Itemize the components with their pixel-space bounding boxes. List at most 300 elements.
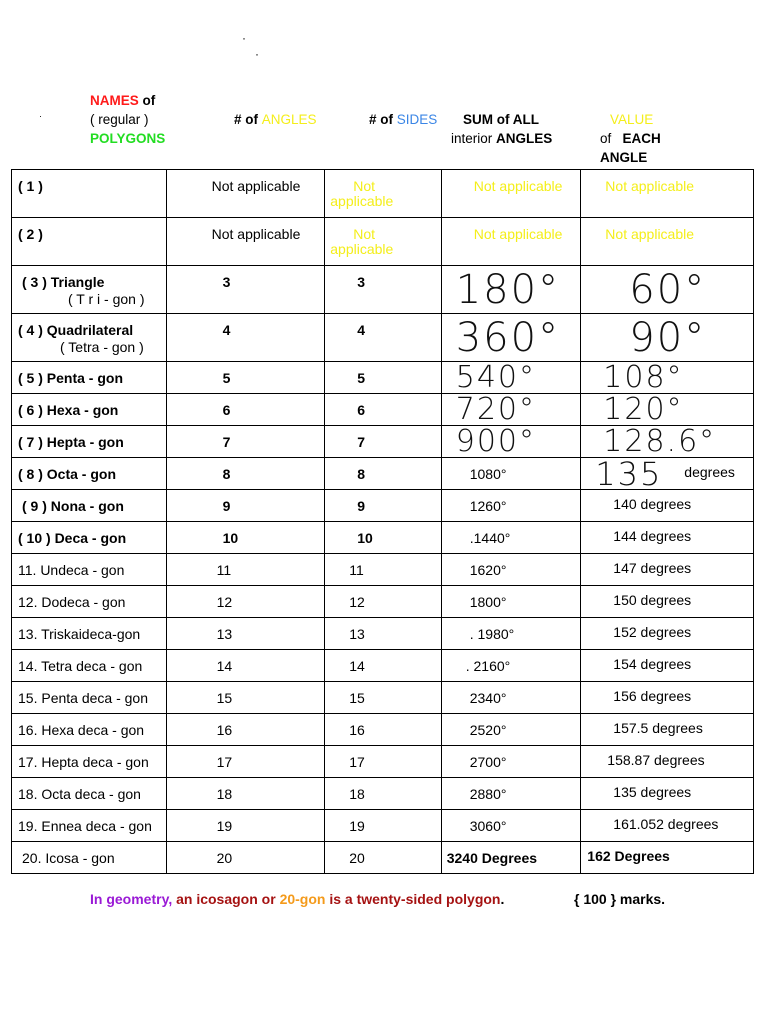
polygon-name: 13. Triskaideca-gon: [18, 626, 141, 642]
cell-polygon-name: [12, 746, 167, 778]
cell-angles: [166, 218, 325, 266]
cell-sum-angles: [441, 554, 581, 586]
cell-sum-angles: [441, 490, 581, 522]
table-row: [12, 266, 754, 314]
angles-value: 19: [216, 818, 233, 834]
polygon-name: ( 3 ) Triangle: [22, 274, 105, 290]
table-row: [12, 170, 754, 218]
angles-value: 10: [222, 530, 239, 546]
cell-angles: [166, 362, 325, 394]
cell-inner: [581, 746, 753, 777]
polygon-name: ( 8 ) Octa - gon: [18, 466, 116, 482]
cell-each-angle: [581, 490, 754, 522]
cell-inner: [442, 394, 581, 425]
angles-prefix: # of: [234, 112, 262, 127]
angles-value: 3: [222, 274, 231, 290]
cell-inner: [12, 522, 166, 553]
polygon-name: 17. Hepta deca - gon: [18, 754, 149, 770]
cell-angles: [166, 522, 325, 554]
polygon-subname: ( T r i - gon ): [68, 291, 145, 307]
cell-polygon-name: [12, 586, 167, 618]
cell-each-angle: [581, 426, 754, 458]
cell-each-angle: [581, 842, 754, 874]
cell-sum-angles: [441, 778, 581, 810]
sides-value: 20: [349, 850, 365, 866]
cell-inner: [325, 746, 440, 777]
cell-inner: [442, 314, 581, 361]
cell-sides: [325, 394, 441, 426]
cell-polygon-name: [12, 842, 167, 874]
angles-value: 11: [216, 562, 232, 578]
polygon-table-body: [12, 170, 754, 874]
cell-sum-angles: [441, 522, 581, 554]
table-row: [12, 586, 754, 618]
cell-inner: [325, 714, 440, 745]
each-angle-value: 156 degrees: [613, 688, 692, 704]
cell-inner: [325, 650, 440, 681]
sum-value: 3060°: [469, 818, 507, 834]
polygon-name: ( 9 ) Nona - gon: [22, 498, 124, 514]
cell-angles: [166, 170, 325, 218]
cell-inner: [442, 170, 581, 217]
cell-each-angle: [581, 714, 754, 746]
cell-sum-angles: [441, 618, 581, 650]
cell-inner: [581, 618, 753, 649]
cell-inner: [581, 458, 753, 489]
cell-sum-angles: [441, 314, 581, 362]
cell-inner: [581, 714, 753, 745]
sum-value-handwritten: 900°: [455, 425, 536, 458]
footer-part4: is a twenty-sided polygon: [325, 891, 501, 907]
sides-word: SIDES: [396, 112, 438, 127]
footer-part3: 20-gon: [279, 891, 326, 907]
cell-inner: [12, 458, 166, 489]
header-polygons: POLYGONS: [90, 131, 166, 146]
each-angle-value: 135 degrees: [613, 784, 692, 800]
cell-inner: [442, 362, 581, 393]
cell-inner: [325, 218, 440, 265]
cell-polygon-name: [12, 522, 167, 554]
cell-inner: [442, 618, 581, 649]
each-angle-handwritten: 128.6°: [603, 425, 717, 458]
cell-polygon-name: [12, 266, 167, 314]
cell-sides: [325, 266, 441, 314]
angles-value: 16: [216, 722, 233, 738]
table-row: [12, 650, 754, 682]
cell-inner: [12, 426, 166, 457]
cell-inner: [581, 394, 753, 425]
table-row: [12, 618, 754, 650]
cell-each-angle: [581, 394, 754, 426]
polygon-name: 15. Penta deca - gon: [18, 690, 148, 706]
header-value-line2: [600, 129, 661, 148]
cell-inner: [12, 714, 166, 745]
cell-inner: [442, 778, 581, 809]
polygon-name: ( 5 ) Penta - gon: [18, 370, 123, 386]
cell-inner: [325, 522, 440, 553]
cell-polygon-name: [12, 458, 167, 490]
cell-sum-angles: [441, 810, 581, 842]
cell-sides: [325, 714, 441, 746]
cell-inner: [325, 394, 440, 425]
sum-value: Not applicable: [473, 226, 563, 242]
cell-sides: [325, 218, 441, 266]
each-angle-value: 154 degrees: [613, 656, 692, 672]
table-row: [12, 554, 754, 586]
cell-polygon-name: [12, 426, 167, 458]
each-angle-handwritten: 135: [595, 457, 663, 490]
table-row: [12, 314, 754, 362]
polygon-name: 11. Undeca - gon: [18, 562, 125, 578]
angles-value: 7: [222, 434, 231, 450]
cell-inner: [581, 490, 753, 521]
cell-polygon-name: [12, 362, 167, 394]
cell-inner: [581, 650, 753, 681]
cell-sides: [325, 170, 441, 218]
cell-angles: [166, 746, 325, 778]
each-angle-value: 157.5 degrees: [613, 720, 703, 736]
sides-value: 5: [357, 370, 366, 386]
footer-note: [90, 891, 504, 907]
cell-each-angle: [581, 170, 754, 218]
cell-polygon-name: [12, 714, 167, 746]
each-angle-value: 162 Degrees: [587, 848, 670, 864]
sides-value: 16: [349, 722, 365, 738]
cell-inner: [581, 314, 753, 361]
cell-inner: [325, 810, 440, 841]
cell-inner: [581, 522, 753, 553]
cell-inner: [12, 586, 166, 617]
cell-angles: [166, 458, 325, 490]
sum-value: Not applicable: [473, 178, 563, 194]
cell-inner: [442, 714, 581, 745]
cell-inner: [442, 266, 581, 313]
polygon-subname: ( Tetra - gon ): [60, 339, 144, 355]
cell-angles: [166, 714, 325, 746]
cell-polygon-name: [12, 170, 167, 218]
cell-angles: [166, 394, 325, 426]
each-angle-value: 158.87 degrees: [607, 752, 705, 768]
cell-inner: [442, 490, 581, 521]
each-angle-value: 152 degrees: [613, 624, 692, 640]
cell-sides: [325, 314, 441, 362]
cell-angles: [166, 778, 325, 810]
cell-inner: [12, 314, 166, 361]
cell-inner: [442, 522, 581, 553]
polygon-name: ( 4 ) Quadrilateral: [18, 322, 134, 338]
sum-value-handwritten: 180°: [455, 267, 561, 313]
cell-inner: [325, 586, 440, 617]
sides-value: 8: [357, 466, 366, 482]
cell-inner: [167, 218, 325, 265]
cell-each-angle: [581, 522, 754, 554]
cell-sides: [325, 554, 441, 586]
header-sides: [369, 110, 437, 129]
angles-value: Not applicable: [211, 178, 301, 194]
cell-inner: [12, 554, 166, 585]
cell-inner: [167, 746, 325, 777]
footer-part1: In geometry,: [90, 891, 173, 907]
cell-inner: [442, 554, 581, 585]
cell-inner: [12, 842, 166, 873]
cell-each-angle: [581, 362, 754, 394]
table-row: [12, 682, 754, 714]
sides-value: 14: [349, 658, 365, 674]
cell-inner: [167, 490, 325, 521]
cell-inner: [12, 362, 166, 393]
value-each: EACH: [622, 131, 661, 146]
polygon-name: 19. Ennea deca - gon: [18, 818, 152, 834]
cell-angles: [166, 490, 325, 522]
sum-value: 2700°: [469, 754, 507, 770]
angles-value: 15: [216, 690, 233, 706]
cell-each-angle: [581, 682, 754, 714]
sum-value: 2880°: [469, 786, 507, 802]
cell-inner: [325, 314, 440, 361]
each-angle-handwritten: 60°: [629, 267, 707, 313]
cell-inner: [442, 458, 581, 489]
cell-each-angle: [581, 266, 754, 314]
sum-angles: ANGLES: [496, 131, 553, 146]
cell-sum-angles: [441, 586, 581, 618]
names-word: NAMES: [90, 93, 139, 108]
cell-inner: [12, 650, 166, 681]
sum-value: . 2160°: [465, 658, 511, 674]
polygon-name: ( 2 ): [18, 226, 43, 242]
cell-inner: [167, 426, 325, 457]
cell-sides: [325, 682, 441, 714]
cell-sum-angles: [441, 362, 581, 394]
cell-sum-angles: [441, 842, 581, 874]
cell-inner: [442, 682, 581, 713]
header-sum-line2: [451, 129, 552, 148]
value-of: of: [600, 131, 612, 146]
cell-inner: [325, 842, 440, 873]
cell-inner: [167, 362, 325, 393]
cell-sum-angles: [441, 714, 581, 746]
table-row: [12, 362, 754, 394]
cell-inner: [325, 682, 440, 713]
cell-sides: [325, 522, 441, 554]
cell-sum-angles: [441, 682, 581, 714]
cell-polygon-name: [12, 778, 167, 810]
cell-angles: [166, 426, 325, 458]
polygon-name: ( 10 ) Deca - gon: [18, 530, 127, 546]
cell-sides: [325, 586, 441, 618]
table-row: [12, 810, 754, 842]
cell-each-angle: [581, 458, 754, 490]
cell-inner: [325, 778, 440, 809]
header-value-line3: ANGLE: [600, 150, 648, 165]
footer-part2: an icosagon or: [172, 891, 280, 907]
each-angle-value: 161.052 degrees: [613, 816, 719, 832]
header-value-line1: VALUE: [610, 112, 654, 127]
angles-value: 13: [216, 626, 233, 642]
footer-marks: { 100 } marks.: [574, 891, 666, 907]
sides-value: 3: [357, 274, 366, 290]
angles-value: 4: [222, 322, 231, 338]
sides-value: 4: [357, 322, 366, 338]
cell-angles: [166, 266, 325, 314]
cell-inner: [167, 170, 325, 217]
cell-sides: [325, 362, 441, 394]
sum-value: 1260°: [469, 498, 507, 514]
cell-inner: [167, 554, 325, 585]
sum-value-handwritten: 360°: [455, 315, 561, 361]
cell-sides: [325, 618, 441, 650]
cell-inner: [12, 266, 166, 313]
cell-each-angle: [581, 218, 754, 266]
cell-polygon-name: [12, 810, 167, 842]
cell-inner: [167, 266, 325, 313]
angles-value: 20: [216, 850, 233, 866]
sides-value: 9: [357, 498, 366, 514]
cell-angles: [166, 682, 325, 714]
cell-angles: [166, 554, 325, 586]
cell-inner: [12, 618, 166, 649]
cell-inner: [442, 426, 581, 457]
cell-inner: [325, 490, 440, 521]
header-regular: ( regular ): [90, 112, 149, 127]
header-names: [90, 91, 155, 110]
table-row: [12, 426, 754, 458]
polygon-table: [11, 169, 754, 874]
cell-inner: [12, 778, 166, 809]
sum-value: . 1980°: [469, 626, 515, 642]
cell-inner: [167, 650, 325, 681]
cell-angles: [166, 810, 325, 842]
cell-inner: [12, 746, 166, 777]
cell-polygon-name: [12, 554, 167, 586]
sides-value: 7: [357, 434, 366, 450]
cell-inner: [581, 170, 753, 217]
cell-inner: [581, 778, 753, 809]
cell-sum-angles: [441, 170, 581, 218]
cell-sides: [325, 650, 441, 682]
cell-polygon-name: [12, 218, 167, 266]
sum-value: 1620°: [469, 562, 507, 578]
cell-inner: [325, 266, 440, 313]
cell-each-angle: [581, 586, 754, 618]
cell-inner: [581, 426, 753, 457]
table-row: [12, 490, 754, 522]
each-angle-value: Not applicable: [605, 226, 695, 242]
cell-inner: [167, 586, 325, 617]
table-row: [12, 218, 754, 266]
cell-sum-angles: [441, 746, 581, 778]
cell-inner: [581, 218, 753, 265]
cell-inner: [167, 842, 325, 873]
cell-inner: [442, 746, 581, 777]
cell-sum-angles: [441, 426, 581, 458]
cell-polygon-name: [12, 394, 167, 426]
cell-inner: [12, 490, 166, 521]
cell-polygon-name: [12, 314, 167, 362]
angles-value: 9: [222, 498, 231, 514]
cell-polygon-name: [12, 682, 167, 714]
cell-inner: [581, 362, 753, 393]
sides-value: 6: [357, 402, 366, 418]
cell-inner: [325, 618, 440, 649]
table-row: [12, 522, 754, 554]
sides-value: 13: [349, 626, 365, 642]
cell-each-angle: [581, 314, 754, 362]
cell-each-angle: [581, 618, 754, 650]
sides-value: 11: [349, 562, 364, 578]
cell-inner: [167, 458, 325, 489]
angles-value: 17: [216, 754, 233, 770]
sum-value: 1080°: [469, 466, 507, 482]
polygon-name: 12. Dodeca - gon: [18, 594, 126, 610]
sum-value-handwritten: 540°: [455, 361, 536, 394]
sum-value: 3240 Degrees: [446, 850, 538, 866]
cell-sides: [325, 778, 441, 810]
each-angle-value: 147 degrees: [613, 560, 692, 576]
sum-value-handwritten: 720°: [455, 393, 536, 426]
sides-value: 10: [357, 530, 373, 546]
polygon-name: 16. Hexa deca - gon: [18, 722, 145, 738]
angles-value: 12: [216, 594, 233, 610]
cell-sides: [325, 842, 441, 874]
cell-inner: [325, 458, 440, 489]
stray-dot: ·: [39, 111, 42, 121]
table-row: [12, 746, 754, 778]
cell-inner: [442, 586, 581, 617]
cell-inner: [167, 618, 325, 649]
sum-value: 1800°: [469, 594, 507, 610]
polygon-name: 14. Tetra deca - gon: [18, 658, 143, 674]
sides-value: 18: [349, 786, 365, 802]
stray-dot: ·: [242, 31, 246, 45]
table-row: [12, 394, 754, 426]
cell-inner: [581, 554, 753, 585]
each-angle-handwritten: 120°: [603, 393, 684, 426]
cell-sum-angles: [441, 218, 581, 266]
polygon-name: 20. Icosa - gon: [22, 850, 115, 866]
cell-inner: [325, 170, 440, 217]
cell-inner: [442, 218, 581, 265]
cell-inner: [581, 682, 753, 713]
cell-inner: [167, 778, 325, 809]
table-row: [12, 458, 754, 490]
cell-inner: [167, 522, 325, 553]
each-angle-value: Not applicable: [605, 178, 695, 194]
cell-inner: [12, 810, 166, 841]
cell-sides: [325, 426, 441, 458]
cell-each-angle: [581, 554, 754, 586]
sides-value: Not: [353, 226, 376, 242]
cell-inner: [167, 314, 325, 361]
each-angle-handwritten: 108°: [603, 361, 684, 394]
cell-inner: [167, 714, 325, 745]
sides-value: 15: [349, 690, 365, 706]
sides-value: 12: [349, 594, 365, 610]
polygon-name: ( 6 ) Hexa - gon: [18, 402, 119, 418]
sides-prefix: # of: [369, 112, 397, 127]
cell-each-angle: [581, 810, 754, 842]
cell-inner: [442, 650, 581, 681]
cell-sides: [325, 810, 441, 842]
sum-value: .1440°: [469, 530, 511, 546]
cell-inner: [12, 170, 166, 217]
cell-inner: [581, 266, 753, 313]
cell-inner: [581, 810, 753, 841]
angles-value: 8: [222, 466, 231, 482]
cell-each-angle: [581, 650, 754, 682]
header-sum-line1: SUM of ALL: [463, 112, 539, 127]
cell-polygon-name: [12, 618, 167, 650]
angles-value: 6: [222, 402, 231, 418]
